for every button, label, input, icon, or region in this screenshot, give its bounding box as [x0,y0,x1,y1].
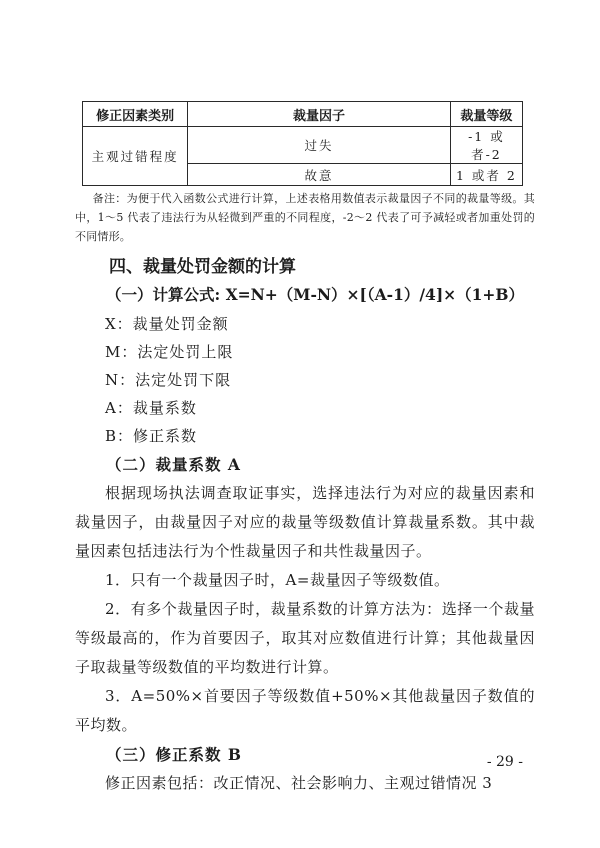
grade-cell: 1 或者 2 [450,164,522,186]
definition-x: X：裁量处罚金额 [105,315,229,333]
formula-expression: X=N+（M-N）×[（A-1）/4]×（1+B） [225,285,525,304]
table-note: 备注：为便于代入函数公式进行计算，上述表格用数值表示裁量因子不同的裁量等级。其中，1～5 代表了违法行为从轻微到严重的不同程度，-2～2 代表了可予减轻或者加重处罚的不同情形。 [75,192,535,243]
table-header-row [83,102,523,127]
formula-line [75,280,535,310]
list-item-1: 1．只有一个裁量因子时，A=裁量因子等级数值。 [105,571,450,589]
definition-m: M：法定处罚上限 [105,343,234,361]
factor-cell: 故意 [188,164,451,186]
paragraph-correction-factors: 修正因素包括：改正情况、社会影响力、主观过错情况 3 [105,774,493,792]
factor-cell: 过失 [188,127,451,164]
category-cell: 主观过错程度 [83,127,188,186]
definition-b: B：修正系数 [105,427,198,445]
definition-n: N：法定处罚下限 [105,371,232,389]
header-discretion-grade: 裁量等级 [450,102,522,127]
subsection-heading-2: （二）裁量系数 A [106,455,241,474]
list-item-2: 2．有多个裁量因子时，裁量系数的计算方法为：选择一个裁量等级最高的，作为首要因子，取其对应数值进行计算；其他裁量因子取裁量等级数值的平均数进行计算。 [75,600,535,676]
page-number: - 29 - [486,754,523,770]
formula-label: （一）计算公式: [106,285,226,304]
paragraph-discretion-coefficient: 根据现场执法调查取证事实，选择违法行为对应的裁量因素和裁量因子，由裁量因子对应的裁量等级数值计算裁量系数。其中裁量因素包括违法行为个性裁量因子和共性裁量因子。 [75,484,535,560]
table-row [83,127,523,164]
header-discretion-factor: 裁量因子 [188,102,451,127]
page-content [75,0,535,798]
section-heading-4: 四、裁量处罚金额的计算 [109,257,296,276]
header-correction-factor-category: 修正因素类别 [83,102,188,127]
grade-cell: -1 或者-2 [450,127,522,164]
discretion-factor-table [82,101,523,186]
definition-a: A：裁量系数 [105,399,197,417]
list-item-3: 3．A=50%×首要因子等级数值+50%×其他裁量因子数值的平均数。 [75,687,535,734]
subsection-heading-3: （三）修正系数 B [106,745,242,764]
